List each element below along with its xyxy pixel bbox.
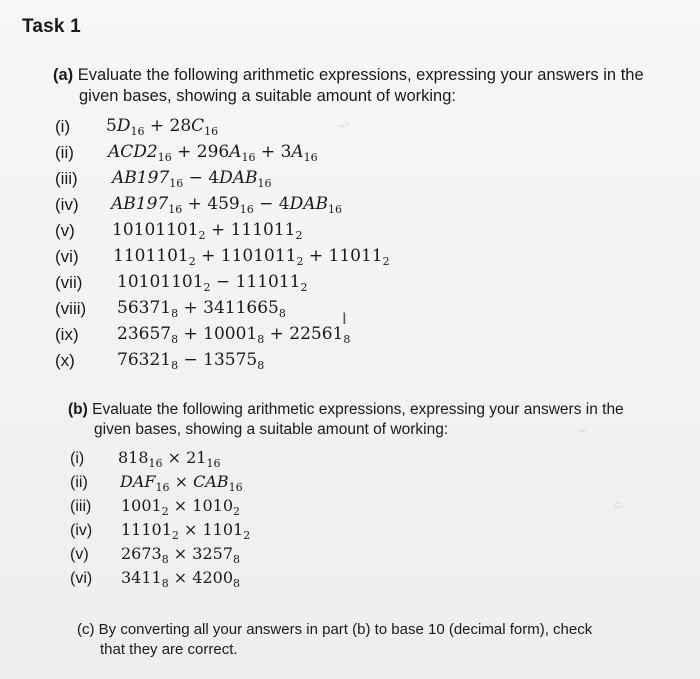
part-a-intro-line-2: given bases, showing a suitable amount of working: — [79, 87, 456, 105]
part-b-label: (b) — [68, 401, 88, 418]
list-item-expression: $3411_8 \times 4200_8$ — [121, 568, 241, 590]
list-item-expression: $DAF_{16} \times CAB_{16}$ — [120, 472, 243, 494]
list-item-expression: $10101101_2 - 111011_2$ — [117, 272, 308, 294]
list-item-number: (viii) — [55, 299, 87, 318]
list-item-number: (i) — [55, 117, 71, 136]
part-a-intro-line-1: Evaluate the following arithmetic expressions, expressing your answers in the — [77, 66, 644, 84]
list-item-expression: $1001_2 \times 1010_2$ — [121, 496, 241, 518]
list-item-number: (vi) — [55, 247, 79, 266]
list-item-expression: $AB197_{16} - 4DAB_{16}$ — [112, 168, 272, 190]
list-item-number: (v) — [55, 221, 75, 240]
list-item-number: (ix) — [55, 325, 79, 344]
list-item-expression: $ACD2_{16} + 296A_{16} + 3A_{16}$ — [108, 142, 318, 164]
list-item-number: (ii) — [55, 143, 74, 162]
list-item-expression: $23657_8 + 10001_8 + 22561_8$ — [117, 324, 351, 346]
part-b-intro-line-2: given bases, showing a suitable amount of working: — [94, 421, 449, 438]
part-c-note — [77, 620, 592, 660]
list-item-expression: $10101101_2 + 111011_2$ — [112, 220, 303, 242]
text-cursor-icon: I — [342, 309, 347, 328]
part-c-line-1: By converting all your answers in part (b) to base 10 (decimal form), check — [98, 621, 593, 638]
part-c-label: (c) — [77, 621, 95, 638]
list-item-expression: $56371_8 + 3411665_8$ — [117, 298, 286, 320]
faint-dot: ○ — [615, 500, 622, 509]
part-c-line-2: that they are correct. — [100, 641, 238, 658]
part-b-intro — [68, 400, 624, 440]
list-item-expression: $AB197_{16} + 459_{16} - 4DAB_{16}$ — [111, 194, 342, 216]
list-item-expression: $2673_8 \times 3257_8$ — [121, 544, 241, 566]
list-item-number: (i) — [70, 450, 85, 467]
list-item-number: (iv) — [70, 522, 93, 539]
list-item-number: (x) — [55, 351, 75, 370]
list-item-number: (ii) — [70, 474, 88, 491]
part-a-label: (a) — [53, 66, 74, 84]
list-item-number: (vii) — [55, 273, 83, 292]
list-item-number: (vi) — [70, 570, 93, 587]
faint-mark: ~ — [578, 426, 587, 437]
part-b-intro-line-1: Evaluate the following arithmetic expressions, expressing your answers in the — [92, 401, 624, 418]
list-item-expression: $1101101_2 + 1101011_2 + 11011_2$ — [113, 246, 390, 268]
faint-mark: ~ᐟ — [338, 122, 350, 132]
list-item-expression: $5D_{16} + 28C_{16}$ — [106, 116, 219, 138]
list-item-expression: $818_{16} \times 21_{16}$ — [118, 448, 221, 470]
list-item-expression: $76321_8 - 13575_8$ — [117, 350, 265, 372]
list-item-number: (iii) — [55, 169, 78, 188]
page-title: Task 1 — [22, 16, 81, 37]
list-item-number: (v) — [70, 546, 89, 563]
list-item-expression: $11101_2 \times 1101_2$ — [121, 520, 251, 542]
part-a-intro — [53, 65, 644, 107]
list-item-number: (iii) — [70, 498, 92, 515]
list-item-number: (iv) — [55, 195, 79, 214]
